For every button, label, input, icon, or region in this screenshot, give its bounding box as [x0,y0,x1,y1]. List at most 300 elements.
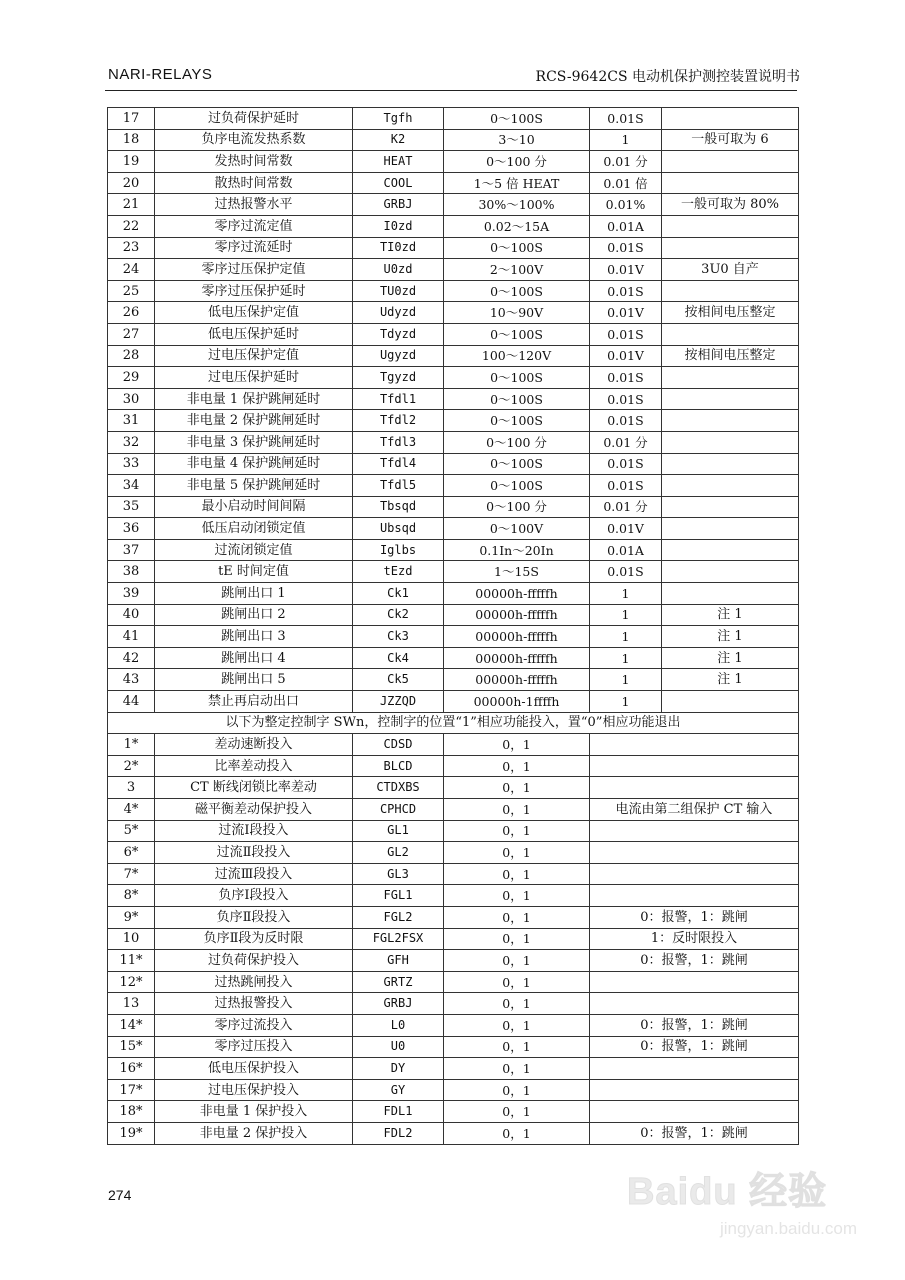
table-row [108,237,799,259]
setting-range: 0～100V [444,518,590,540]
table-row [108,755,799,777]
setting-range: 30%～100% [444,194,590,216]
control-note: 0：报警，1：跳闸 [590,1122,799,1144]
setting-name: 负序电流发热系数 [155,129,353,151]
table-row [108,950,799,972]
setting-note [662,518,799,540]
row-number: 41 [108,626,155,648]
table-row [108,1122,799,1144]
row-number: 27 [108,323,155,345]
control-name: 零序过压投入 [155,1036,353,1058]
setting-name: 跳闸出口 4 [155,647,353,669]
row-number: 16* [108,1058,155,1080]
control-range: 0，1 [444,734,590,756]
table-row [108,626,799,648]
setting-range: 2～100V [444,259,590,281]
row-number: 35 [108,496,155,518]
table-row [108,777,799,799]
row-number: 17* [108,1079,155,1101]
control-name: 过热跳闸投入 [155,971,353,993]
setting-step: 0.01 倍 [590,172,662,194]
header-divider [105,90,797,91]
setting-note [662,151,799,173]
row-number: 18 [108,129,155,151]
setting-range: 0～100S [444,453,590,475]
table-row [108,410,799,432]
setting-name: 散热时间常数 [155,172,353,194]
control-note: 0：报警，1：跳闸 [590,1014,799,1036]
setting-step: 1 [590,583,662,605]
control-code: DY [353,1058,444,1080]
setting-code: Tfdl2 [353,410,444,432]
table-row [108,647,799,669]
setting-code: U0zd [353,259,444,281]
control-range: 0，1 [444,799,590,821]
table-row [108,842,799,864]
row-number: 8* [108,885,155,907]
setting-step: 0.01V [590,302,662,324]
setting-code: Tfdl4 [353,453,444,475]
setting-range: 0～100S [444,410,590,432]
setting-step: 0.01S [590,367,662,389]
setting-step: 0.01A [590,539,662,561]
row-number: 21 [108,194,155,216]
setting-step: 0.01V [590,518,662,540]
table-row [108,345,799,367]
setting-note [662,583,799,605]
setting-range: 00000h-fffffh [444,669,590,691]
control-code: FGL2FSX [353,928,444,950]
table-row [108,691,799,713]
setting-range: 0.1In～20In [444,539,590,561]
table-row [108,863,799,885]
watermark-logo: Baidu 经验 [627,1171,828,1213]
control-note [590,863,799,885]
setting-step: 0.01 分 [590,431,662,453]
setting-step: 1 [590,604,662,626]
setting-code: TI0zd [353,237,444,259]
setting-code: Tgfh [353,108,444,130]
setting-code: Tbsqd [353,496,444,518]
setting-range: 00000h-fffffh [444,583,590,605]
control-note: 0：报警，1：跳闸 [590,950,799,972]
section-note-row [108,712,799,734]
row-number: 43 [108,669,155,691]
row-number: 1* [108,734,155,756]
setting-range: 0.02～15A [444,215,590,237]
row-number: 19* [108,1122,155,1144]
header-doc-title: RCS-9642CS 电动机保护测控装置说明书 [535,69,800,85]
watermark [627,1160,857,1260]
setting-name: 发热时间常数 [155,151,353,173]
control-name: 过流Ⅱ段投入 [155,842,353,864]
setting-note [662,388,799,410]
table-row [108,259,799,281]
control-note [590,755,799,777]
control-code: GY [353,1079,444,1101]
setting-code: TU0zd [353,280,444,302]
table-row [108,1058,799,1080]
row-number: 20 [108,172,155,194]
setting-code: Tfdl1 [353,388,444,410]
row-number: 6* [108,842,155,864]
control-code: BLCD [353,755,444,777]
control-note [590,842,799,864]
control-note [590,1101,799,1123]
row-number: 7* [108,863,155,885]
setting-note [662,561,799,583]
setting-name: 过电压保护延时 [155,367,353,389]
setting-note [662,323,799,345]
control-name: 比率差动投入 [155,755,353,777]
setting-range: 00000h-fffffh [444,647,590,669]
table-row [108,475,799,497]
setting-step: 0.01A [590,215,662,237]
control-code: GRBJ [353,993,444,1015]
table-row [108,1079,799,1101]
control-range: 0，1 [444,1014,590,1036]
setting-name: 过负荷保护延时 [155,108,353,130]
control-note [590,993,799,1015]
setting-step: 0.01 分 [590,151,662,173]
setting-code: Tgyzd [353,367,444,389]
control-range: 0，1 [444,842,590,864]
row-number: 2* [108,755,155,777]
control-range: 0，1 [444,950,590,972]
setting-range: 0～100 分 [444,431,590,453]
setting-name: 过电压保护定值 [155,345,353,367]
control-code: L0 [353,1014,444,1036]
control-name: 低电压保护投入 [155,1058,353,1080]
setting-step: 0.01 分 [590,496,662,518]
control-name: 过电压保护投入 [155,1079,353,1101]
setting-code: Ubsqd [353,518,444,540]
control-range: 0，1 [444,885,590,907]
table-row [108,496,799,518]
row-number: 36 [108,518,155,540]
row-number: 33 [108,453,155,475]
table-row [108,129,799,151]
control-name: CT 断线闭锁比率差动 [155,777,353,799]
page-number: 274 [108,1187,132,1203]
setting-name: 非电量 2 保护跳闸延时 [155,410,353,432]
table-row [108,971,799,993]
control-range: 0，1 [444,1101,590,1123]
row-number: 4* [108,799,155,821]
row-number: 23 [108,237,155,259]
control-note: 0：报警，1：跳闸 [590,1036,799,1058]
setting-name: 跳闸出口 1 [155,583,353,605]
control-range: 0，1 [444,993,590,1015]
control-code: CDSD [353,734,444,756]
setting-step: 0.01S [590,323,662,345]
row-number: 31 [108,410,155,432]
settings-table [107,107,799,1145]
setting-range: 0～100 分 [444,151,590,173]
setting-range: 10～90V [444,302,590,324]
watermark-url: jingyan.baidu.com [719,1219,857,1238]
setting-step: 1 [590,691,662,713]
setting-range: 3～10 [444,129,590,151]
control-name: 过负荷保护投入 [155,950,353,972]
control-name: 过流Ⅲ段投入 [155,863,353,885]
setting-range: 0～100S [444,388,590,410]
setting-note: 按相间电压整定 [662,345,799,367]
setting-code: Ck2 [353,604,444,626]
setting-step: 0.01S [590,108,662,130]
control-range: 0，1 [444,906,590,928]
setting-code: Ck3 [353,626,444,648]
control-code: FDL2 [353,1122,444,1144]
row-number: 32 [108,431,155,453]
setting-name: 非电量 5 保护跳闸延时 [155,475,353,497]
setting-step: 0.01S [590,280,662,302]
table-row [108,518,799,540]
setting-code: Udyzd [353,302,444,324]
row-number: 44 [108,691,155,713]
control-note [590,820,799,842]
table-row [108,993,799,1015]
table-row [108,820,799,842]
setting-range: 0～100S [444,323,590,345]
setting-note: 3U0 自产 [662,259,799,281]
table-row [108,302,799,324]
control-code: GL2 [353,842,444,864]
setting-step: 1 [590,647,662,669]
setting-step: 1 [590,669,662,691]
setting-name: 跳闸出口 3 [155,626,353,648]
control-range: 0，1 [444,1122,590,1144]
setting-step: 1 [590,626,662,648]
control-code: GRTZ [353,971,444,993]
setting-code: K2 [353,129,444,151]
setting-note: 注 1 [662,647,799,669]
setting-name: 零序过压保护延时 [155,280,353,302]
setting-note [662,237,799,259]
setting-name: 非电量 4 保护跳闸延时 [155,453,353,475]
setting-code: Ck5 [353,669,444,691]
setting-name: 低压启动闭锁定值 [155,518,353,540]
setting-step: 0.01S [590,410,662,432]
control-range: 0，1 [444,928,590,950]
row-number: 10 [108,928,155,950]
row-number: 18* [108,1101,155,1123]
setting-note [662,215,799,237]
row-number: 42 [108,647,155,669]
setting-name: 非电量 1 保护跳闸延时 [155,388,353,410]
setting-name: 低电压保护定值 [155,302,353,324]
table-row [108,885,799,907]
control-name: 非电量 1 保护投入 [155,1101,353,1123]
setting-range: 00000h-1ffffh [444,691,590,713]
setting-note [662,453,799,475]
row-number: 9* [108,906,155,928]
setting-code: Ck1 [353,583,444,605]
control-note [590,885,799,907]
setting-step: 0.01% [590,194,662,216]
setting-name: 低电压保护延时 [155,323,353,345]
control-name: 非电量 2 保护投入 [155,1122,353,1144]
control-note: 0：报警，1：跳闸 [590,906,799,928]
table-row [108,734,799,756]
setting-name: 过流闭锁定值 [155,539,353,561]
setting-note [662,410,799,432]
setting-range: 0～100S [444,280,590,302]
settings-table-container [107,107,798,1145]
header-brand: NARI-RELAYS [108,66,213,83]
setting-note [662,539,799,561]
table-row [108,669,799,691]
table-row [108,561,799,583]
control-note [590,1058,799,1080]
setting-range: 0～100S [444,475,590,497]
control-range: 0，1 [444,971,590,993]
row-number: 30 [108,388,155,410]
table-row [108,583,799,605]
table-row [108,172,799,194]
setting-step: 0.01S [590,237,662,259]
setting-step: 0.01S [590,475,662,497]
table-row [108,280,799,302]
control-name: 负序Ⅱ段投入 [155,906,353,928]
row-number: 11* [108,950,155,972]
setting-code: I0zd [353,215,444,237]
control-name: 磁平衡差动保护投入 [155,799,353,821]
setting-range: 00000h-fffffh [444,604,590,626]
setting-code: COOL [353,172,444,194]
table-row [108,906,799,928]
control-range: 0，1 [444,755,590,777]
table-row [108,1014,799,1036]
control-note [590,777,799,799]
setting-code: Tfdl3 [353,431,444,453]
control-code: FGL1 [353,885,444,907]
table-row [108,194,799,216]
setting-note: 注 1 [662,669,799,691]
row-number: 29 [108,367,155,389]
setting-range: 0～100S [444,108,590,130]
setting-code: JZZQD [353,691,444,713]
setting-note [662,475,799,497]
setting-note: 按相间电压整定 [662,302,799,324]
setting-note [662,108,799,130]
setting-name: 最小启动时间间隔 [155,496,353,518]
section-note: 以下为整定控制字 SWn，控制字的位置“1”相应功能投入，置“0”相应功能退出 [108,712,799,734]
table-row [108,1036,799,1058]
control-range: 0，1 [444,820,590,842]
row-number: 13 [108,993,155,1015]
setting-step: 1 [590,129,662,151]
table-row [108,1101,799,1123]
setting-step: 0.01S [590,561,662,583]
control-range: 0，1 [444,1058,590,1080]
table-row [108,151,799,173]
row-number: 38 [108,561,155,583]
row-number: 22 [108,215,155,237]
table-row [108,108,799,130]
control-code: FGL2 [353,906,444,928]
row-number: 37 [108,539,155,561]
setting-note [662,691,799,713]
setting-range: 0～100S [444,367,590,389]
setting-name: 禁止再启动出口 [155,691,353,713]
setting-note [662,496,799,518]
setting-step: 0.01S [590,388,662,410]
control-note: 电流由第二组保护 CT 输入 [590,799,799,821]
control-name: 过热报警投入 [155,993,353,1015]
setting-code: Iglbs [353,539,444,561]
control-code: CPHCD [353,799,444,821]
row-number: 5* [108,820,155,842]
control-code: GL1 [353,820,444,842]
control-code: GFH [353,950,444,972]
control-name: 过流Ⅰ段投入 [155,820,353,842]
row-number: 34 [108,475,155,497]
setting-name: 非电量 3 保护跳闸延时 [155,431,353,453]
control-name: 负序Ⅱ段为反时限 [155,928,353,950]
settings-table-body [108,108,799,1145]
setting-range: 0～100 分 [444,496,590,518]
setting-note [662,367,799,389]
row-number: 19 [108,151,155,173]
row-number: 12* [108,971,155,993]
setting-code: Ugyzd [353,345,444,367]
control-note [590,734,799,756]
table-row [108,799,799,821]
control-name: 零序过流投入 [155,1014,353,1036]
row-number: 39 [108,583,155,605]
setting-step: 0.01S [590,453,662,475]
row-number: 26 [108,302,155,324]
control-code: U0 [353,1036,444,1058]
control-range: 0，1 [444,777,590,799]
setting-code: Ck4 [353,647,444,669]
control-name: 负序Ⅰ段投入 [155,885,353,907]
control-code: FDL1 [353,1101,444,1123]
setting-note: 一般可取为 6 [662,129,799,151]
control-range: 0，1 [444,863,590,885]
setting-name: 零序过压保护定值 [155,259,353,281]
row-number: 24 [108,259,155,281]
setting-note: 注 1 [662,604,799,626]
row-number: 28 [108,345,155,367]
setting-code: HEAT [353,151,444,173]
control-range: 0，1 [444,1036,590,1058]
control-code: GL3 [353,863,444,885]
setting-note [662,280,799,302]
control-note [590,1079,799,1101]
setting-note: 一般可取为 80% [662,194,799,216]
setting-name: 零序过流延时 [155,237,353,259]
control-note [590,971,799,993]
setting-range: 0～100S [444,237,590,259]
row-number: 14* [108,1014,155,1036]
table-row [108,604,799,626]
setting-code: GRBJ [353,194,444,216]
table-row [108,928,799,950]
table-row [108,323,799,345]
row-number: 40 [108,604,155,626]
setting-code: Tfdl5 [353,475,444,497]
setting-note [662,172,799,194]
row-number: 3 [108,777,155,799]
table-row [108,431,799,453]
control-note: 1：反时限投入 [590,928,799,950]
control-code: CTDXBS [353,777,444,799]
control-name: 差动速断投入 [155,734,353,756]
setting-range: 00000h-fffffh [444,626,590,648]
setting-note: 注 1 [662,626,799,648]
